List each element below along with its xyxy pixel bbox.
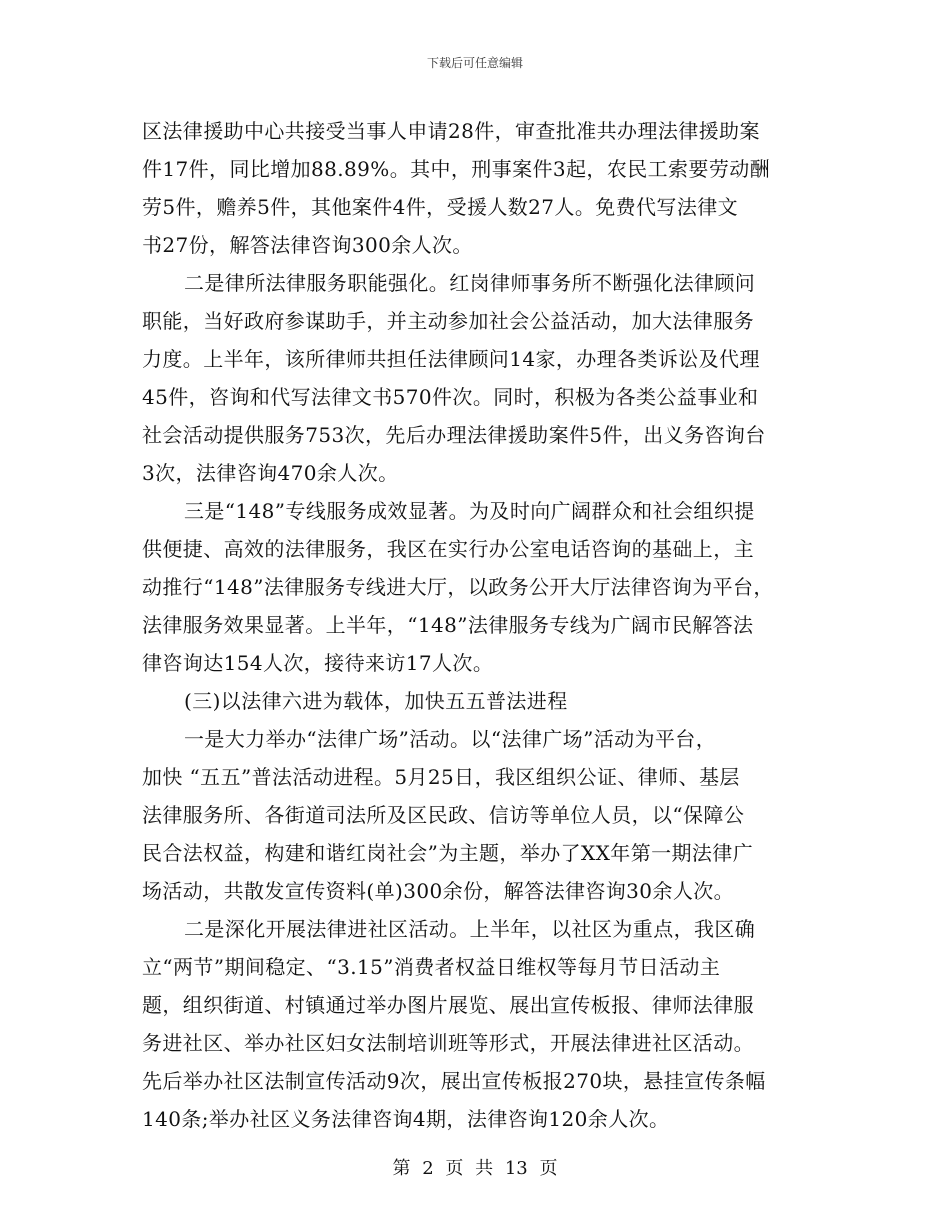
text-line: 书27份，解答法律咨询300余人次。 <box>142 233 473 257</box>
text-line: 区法律援助中心共接受当事人申请28件，审查批准共办理法律援助案 <box>142 119 760 143</box>
text-line: 加快 “五五”普法活动进程。5月25日，我区组织公证、律师、基层 <box>142 765 740 789</box>
text-line: 场活动，共散发宣传资料(单)300余份，解答法律咨询30余人次。 <box>142 879 735 903</box>
text-line: 一是大力举办“法律广场”活动。以“法律广场”活动为平台， <box>184 727 717 751</box>
text-line: 三是“148”专线服务成效显著。为及时向广阔群众和社会组织提 <box>184 499 755 523</box>
text-line: 律咨询达154人次，接待来访17人次。 <box>142 651 494 675</box>
text-line: 140条;举办社区义务法律咨询4期，法律咨询120余人次。 <box>142 1107 670 1131</box>
text-line: 社会活动提供服务753次，先后办理法律援助案件5件，出义务咨询台 <box>142 423 766 447</box>
text-line: 劳5件，赡养5件，其他案件4件，受援人数27人。免费代写法律文 <box>142 195 739 219</box>
text-line: 法律服务效果显著。上半年，“148”法律服务专线为广阔市民解答法 <box>142 613 754 637</box>
text-line: 务进社区、举办社区妇女法制培训班等形式，开展法律进社区活动。 <box>142 1031 754 1055</box>
section-heading: (三)以法律六进为载体，加快五五普法进程 <box>184 689 568 713</box>
text-line: 3次，法律咨询470余人次。 <box>142 461 399 485</box>
text-line: 动推行“148”法律服务专线进大厅，以政务公开大厅法律咨询为平台， <box>142 575 774 599</box>
text-line: 立“两节”期间稳定、“3.15”消费者权益日维权等每月节日活动主 <box>142 955 721 979</box>
text-line: 件17件，同比增加88.89%。其中，刑事案件3起，农民工索要劳动酬 <box>142 157 771 181</box>
text-line: 供便捷、高效的法律服务，我区在实行办公室电话咨询的基础上，主 <box>142 537 754 561</box>
page-header: 下载后可任意编辑 <box>426 56 523 70</box>
text-line: 民合法权益，构建和谐红岗社会”为主题，举办了XX年第一期法律广 <box>142 841 754 865</box>
text-line: 先后举办社区法制宣传活动9次，展出宣传板报270块，悬挂宣传条幅 <box>142 1069 766 1093</box>
text-line: 题，组织街道、村镇通过举办图片展览、展出宣传板报、律师法律服 <box>142 993 754 1017</box>
text-line: 职能，当好政府参谋助手，并主动参加社会公益活动，加大法律服务 <box>142 309 754 333</box>
document-body <box>142 112 812 1138</box>
text-line: 45件，咨询和代写法律文书570件次。同时，积极为各类公益事业和 <box>142 385 759 409</box>
page-number-footer: 第 2 页 共 13 页 <box>392 1158 558 1179</box>
text-line: 法律服务所、各街道司法所及区民政、信访等单位人员，以“保障公 <box>142 803 745 827</box>
text-line: 二是深化开展法律进社区活动。上半年，以社区为重点，我区确 <box>184 917 756 941</box>
text-line: 力度。上半年，该所律师共担任法律顾问14家，办理各类诉讼及代理 <box>142 347 760 371</box>
text-line: 二是律所法律服务职能强化。红岗律师事务所不断强化法律顾问 <box>184 271 756 295</box>
